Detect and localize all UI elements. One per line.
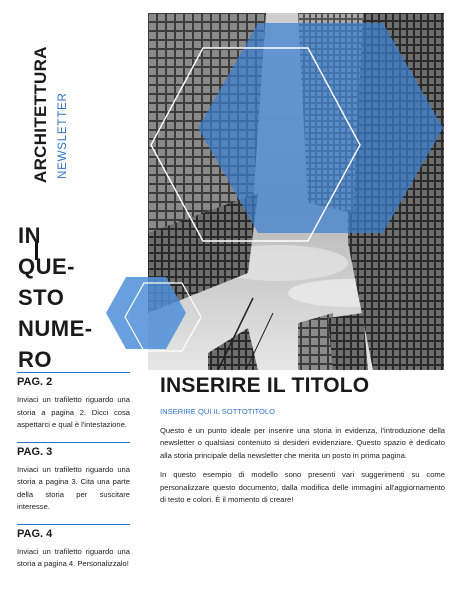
toc-heading-line: QUE- xyxy=(18,254,75,279)
masthead xyxy=(22,46,69,192)
accent-hexagons xyxy=(106,275,201,357)
article-paragraph: In questo esempio di modello sono presenti vari suggerimenti su come personalizzare questo documento, dalla modifica delle immagini all'aggiornamento di testo e colori. È il momento di creare! xyxy=(160,470,445,505)
toc-section xyxy=(17,442,130,514)
toc-heading-line: IN xyxy=(18,223,41,248)
toc-heading-line: RO xyxy=(18,347,52,372)
article-subtitle: INSERIRE QUI IL SOTTOTITOLO xyxy=(160,407,276,416)
toc-heading-line: NUME- xyxy=(18,316,93,341)
article-paragraph: Questo è un punto ideale per inserire una storia in evidenza, l'introduzione della newsletter o qualsiasi contenuto si desideri evidenziare. Questo spazio è dedicato alla storia principale della newsletter che merita un posto in prima pagina. xyxy=(160,426,445,460)
masthead-title: ARCHITETTURA xyxy=(31,46,50,183)
section-title: PAG. 3 xyxy=(17,445,53,458)
toc-section xyxy=(17,524,130,571)
toc-section xyxy=(17,372,130,432)
masthead-subtitle: NEWSLETTER xyxy=(57,92,69,179)
section-text: Inviaci un trafiletto riguardo una storia a pagina 2. Dicci cosa aspettarci e qual è l'intestazione. xyxy=(17,395,130,429)
section-rule xyxy=(17,524,130,525)
section-title: PAG. 2 xyxy=(17,376,53,388)
section-rule xyxy=(17,372,130,373)
section-text: Inviaci un trafiletto riguardo una storia a pagina 3. Cita una parte della storia per suscitare interesse. xyxy=(17,464,130,511)
main-article xyxy=(160,374,445,513)
section-text: Inviaci un trafiletto riguardo una storia a pagina 4. Personalizzalo! xyxy=(17,546,130,568)
section-title: PAG. 4 xyxy=(17,527,53,540)
article-title: INSERIRE IL TITOLO xyxy=(160,374,370,397)
toc-sections xyxy=(17,372,130,581)
toc-heading-line: STO xyxy=(18,285,65,310)
section-rule xyxy=(17,442,130,443)
